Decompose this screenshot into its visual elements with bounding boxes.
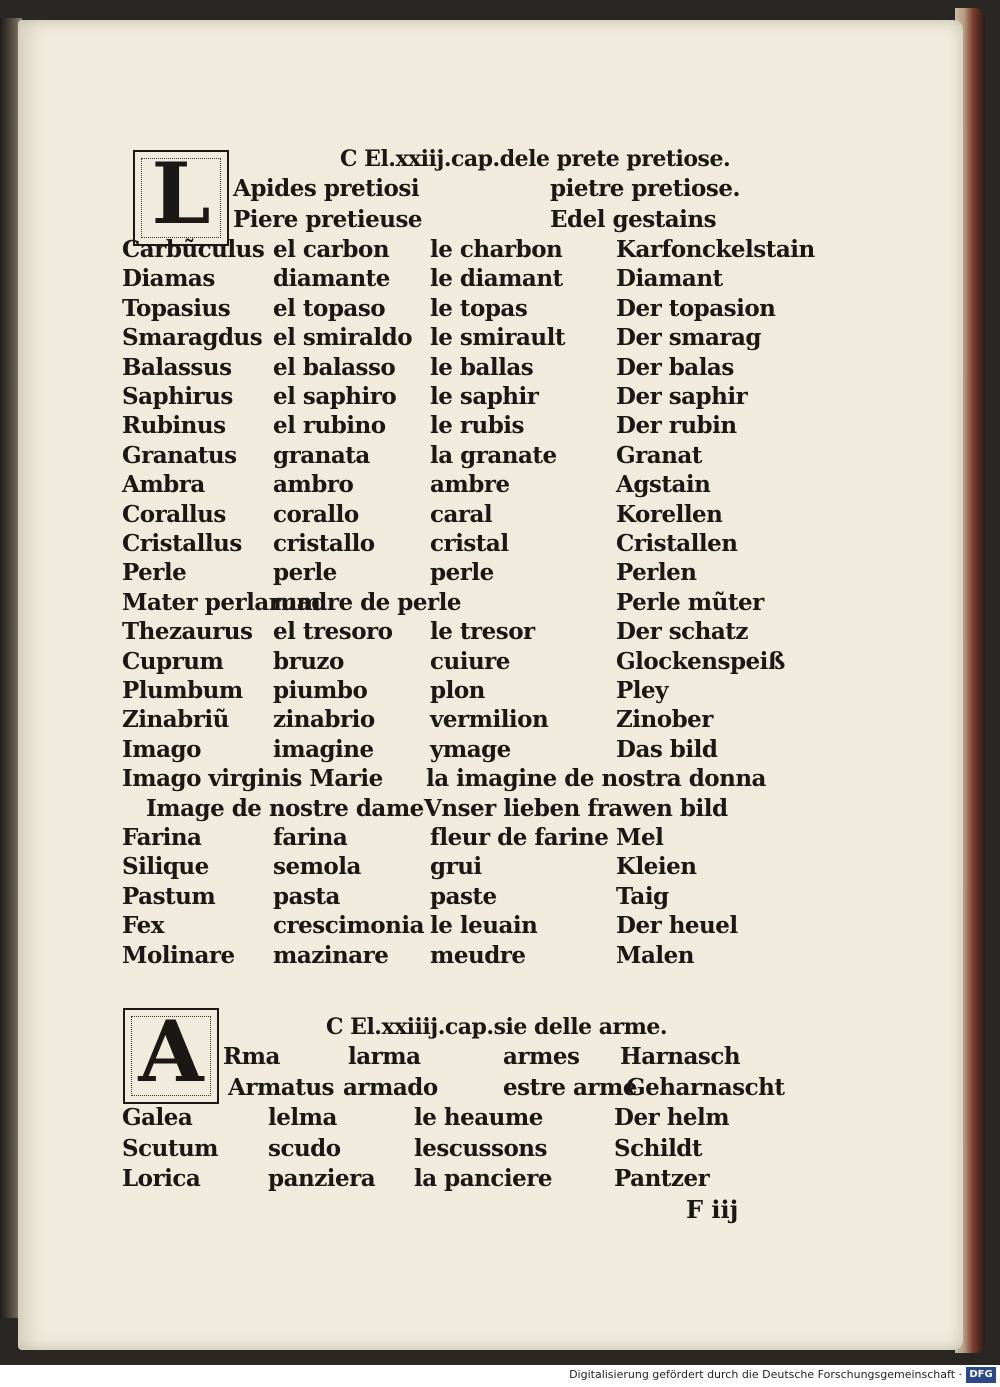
table-cell: armado: [343, 1073, 438, 1101]
table-cell: Imago: [122, 735, 201, 763]
table-cell: Zinabriũ: [122, 706, 229, 734]
table-cell: Balassus: [122, 353, 232, 381]
table-cell: ambro: [273, 471, 354, 499]
signature-mark: F iij: [686, 1195, 739, 1224]
table-cell: Perlen: [616, 559, 697, 587]
table-cell: Molinare: [122, 941, 235, 969]
table-cell: Imago virginis Marie: [122, 765, 383, 793]
table-cell: cristal: [430, 530, 509, 557]
table-cell: Agstain: [616, 471, 711, 499]
chapter-title: C El.xxiij.cap.dele prete pretiose.: [340, 146, 731, 172]
table-cell: imagine: [273, 735, 374, 763]
table-cell: Der schatz: [616, 618, 748, 646]
table-cell: vermilion: [430, 706, 549, 734]
table-cell: Silique: [122, 853, 209, 881]
table-cell: la imagine de nostra donna: [426, 765, 766, 793]
table-cell: Pantzer: [614, 1165, 710, 1192]
table-cell: perle: [273, 559, 337, 587]
table-cell: Vnser lieben frawen bild: [424, 794, 728, 822]
table-cell: Saphirus: [122, 383, 233, 410]
table-cell: Geharnascht: [626, 1073, 785, 1101]
decorated-initial-a: A: [123, 1008, 219, 1104]
table-cell: bruzo: [273, 647, 344, 675]
table-cell: Fex: [122, 912, 164, 940]
table-cell: Der balas: [616, 353, 734, 381]
table-cell: grui: [430, 853, 482, 881]
table-cell: Armatus: [228, 1073, 334, 1101]
table-cell: Mel: [616, 824, 664, 851]
table-cell: Malen: [616, 941, 694, 969]
table-cell: Galea: [122, 1104, 193, 1131]
table-cell: Image de nostre dame: [146, 794, 424, 822]
table-cell: farina: [273, 824, 348, 851]
table-cell: panziera: [268, 1165, 376, 1192]
footer-credit: Digitalisierung gefördert durch die Deutsche Forschungsgemeinschaft ·: [569, 1368, 962, 1381]
table-cell: le saphir: [430, 383, 539, 410]
table-cell: el topaso: [273, 294, 386, 322]
table-cell: la granate: [430, 441, 557, 469]
table-cell: Korellen: [616, 500, 723, 528]
table-cell: Smaragdus: [122, 324, 263, 352]
table-cell: Granat: [616, 441, 702, 469]
table-cell: Plumbum: [122, 677, 243, 704]
table-cell: fleur de farine: [430, 824, 609, 851]
dfg-logo: DFG: [966, 1367, 996, 1383]
table-cell: le rubis: [430, 412, 524, 440]
table-cell: Schildt: [614, 1134, 703, 1162]
table-cell: Der smarag: [616, 324, 761, 352]
table-cell: mazinare: [273, 941, 389, 969]
table-cell: lelma: [268, 1104, 337, 1131]
table-cell: Perle mũter: [616, 588, 764, 616]
table-cell: Harnasch: [620, 1043, 741, 1070]
table-cell: ambre: [430, 471, 510, 499]
table-cell: granata: [273, 441, 370, 469]
table-cell: el saphiro: [273, 383, 397, 410]
subtitle-left: Piere pretieuse: [233, 206, 423, 233]
subtitle-right: Edel gestains: [550, 206, 717, 233]
table-cell: le heaume: [414, 1104, 543, 1131]
table-cell: Kleien: [616, 853, 697, 881]
table-cell: Diamas: [122, 265, 215, 293]
table-cell: estre arme: [503, 1073, 637, 1101]
table-cell: cristallo: [273, 530, 375, 557]
table-cell: Der topasion: [616, 294, 776, 322]
table-cell: el balasso: [273, 353, 396, 381]
table-cell: Cuprum: [122, 647, 224, 675]
table-cell: Das bild: [616, 735, 718, 763]
table-cell: paste: [430, 882, 497, 910]
table-cell: Diamant: [616, 265, 723, 293]
table-cell: el rubino: [273, 412, 386, 440]
table-cell: la panciere: [414, 1165, 552, 1192]
table-cell: caral: [430, 500, 493, 528]
table-cell: Pley: [616, 677, 669, 704]
table-cell: Zinober: [616, 706, 713, 734]
book-page: [18, 20, 963, 1350]
table-cell: el carbon: [273, 236, 390, 263]
table-cell: zinabrio: [273, 706, 375, 734]
table-cell: meudre: [430, 941, 526, 969]
table-cell: Topasius: [122, 294, 231, 322]
table-cell: Rubinus: [122, 412, 226, 440]
table-cell: Der helm: [614, 1104, 730, 1131]
table-cell: corallo: [273, 500, 359, 528]
table-cell: el tresoro: [273, 618, 393, 646]
table-cell: le charbon: [430, 236, 563, 263]
table-cell: le topas: [430, 294, 528, 322]
table-cell: Karfonckelstain: [616, 236, 815, 263]
table-cell: Der rubin: [616, 412, 737, 440]
table-cell: Carbũculus: [122, 236, 265, 263]
table-cell: lescussons: [414, 1134, 547, 1162]
table-cell: Farina: [122, 824, 202, 851]
table-cell: Thezaurus: [122, 618, 253, 646]
table-cell: cuiure: [430, 647, 510, 675]
table-cell: Cristallen: [616, 530, 738, 557]
table-cell: ymage: [430, 735, 511, 763]
table-cell: el smiraldo: [273, 324, 413, 352]
table-cell: le leuain: [430, 912, 538, 940]
table-cell: le tresor: [430, 618, 535, 646]
table-cell: Lorica: [122, 1165, 201, 1192]
table-cell: Glockenspeiß: [616, 647, 785, 675]
table-cell: crescimonia: [273, 912, 424, 940]
table-cell: Taig: [616, 882, 669, 910]
table-cell: plon: [430, 677, 485, 704]
footer-bar: [0, 1365, 1000, 1387]
table-cell: Ambra: [122, 471, 205, 499]
table-cell: armes: [503, 1043, 580, 1070]
table-cell: Der saphir: [616, 383, 748, 410]
table-cell: Rma: [223, 1043, 280, 1070]
table-cell: Cristallus: [122, 530, 242, 557]
table-cell: scudo: [268, 1134, 341, 1162]
table-cell: larma: [348, 1043, 421, 1070]
table-cell: Mater perlarum: [122, 588, 321, 616]
table-cell: Granatus: [122, 441, 237, 469]
table-cell: piumbo: [273, 677, 368, 704]
table-cell: diamante: [273, 265, 390, 293]
table-cell: Perle: [122, 559, 187, 587]
table-cell: Pastum: [122, 882, 216, 910]
table-cell: Corallus: [122, 500, 226, 528]
table-cell: pasta: [273, 882, 340, 910]
table-cell: Scutum: [122, 1134, 219, 1162]
subtitle-right: pietre pretiose.: [550, 175, 740, 202]
table-cell: perle: [430, 559, 494, 587]
chapter-title: C El.xxiiij.cap.sie delle arme.: [326, 1014, 668, 1040]
table-cell: semola: [273, 853, 361, 881]
table-cell: Der heuel: [616, 912, 738, 940]
subtitle-left: Apides pretiosi: [233, 175, 420, 202]
table-cell: le diamant: [430, 265, 563, 293]
table-cell: le ballas: [430, 353, 534, 381]
decorated-initial-l: L: [133, 150, 229, 246]
table-cell: madre de perle: [273, 588, 462, 616]
table-cell: le smirault: [430, 324, 566, 352]
